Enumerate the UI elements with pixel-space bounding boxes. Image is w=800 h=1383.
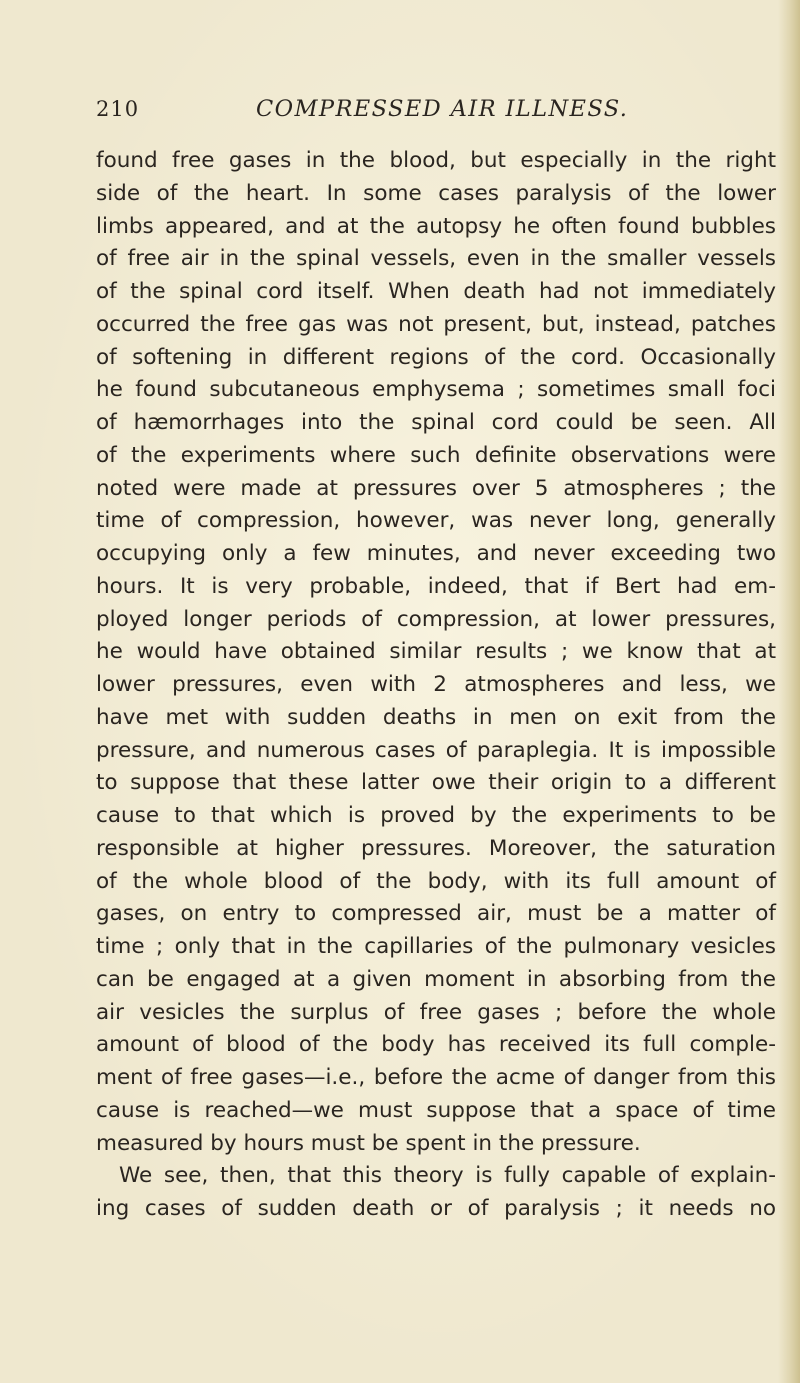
running-head (96, 97, 776, 131)
text-line: can be engaged at a given moment in absorbing from the (96, 966, 776, 992)
text-line: ing cases of sudden death or of paralysis ; it needs no (96, 1196, 776, 1221)
text-line: limbs appeared, and at the autopsy he often found bubbles (96, 213, 776, 239)
text-line: occurred the free gas was not present, but, instead, patches (96, 311, 776, 337)
text-line: of the spinal cord itself. When death had not immediately (96, 279, 776, 304)
text-line: of hæmorrhages into the spinal cord could be seen. All (96, 410, 776, 435)
text-line: noted were made at pressures over 5 atmospheres ; the (96, 475, 776, 501)
text-line: of the whole blood of the body, with its full amount of (96, 868, 776, 894)
text-line: found free gases in the blood, but especially in the right (96, 148, 776, 173)
text-line: ployed longer periods of compression, at lower pressures, (96, 606, 776, 632)
text-line: side of the heart. In some cases paralysis of the lower (96, 180, 776, 206)
page-edge-shadow (778, 0, 800, 1383)
text-line: time of compression, however, was never long, generally (96, 508, 776, 534)
text-line: We see, then, that this theory is fully capable of explain- (119, 1163, 776, 1189)
text-line: ment of free gases—i.e., before the acme of danger from this (96, 1065, 776, 1090)
text-line: of the experiments where such definite observations were (96, 442, 776, 468)
text-line: air vesicles the surplus of free gases ; before the whole (96, 999, 776, 1025)
text-line: pressure, and numerous cases of paraplegia. It is impossible (96, 737, 776, 763)
text-line: he would have obtained similar results ; we know that at (96, 639, 776, 665)
text-line: cause to that which is proved by the experiments to be (96, 803, 776, 828)
page-number: 210 (96, 97, 140, 121)
body-text (96, 145, 776, 1226)
text-line: of free air in the spinal vessels, even in the smaller vessels (96, 246, 776, 272)
running-title: COMPRESSED AIR ILLNESS. (256, 96, 629, 122)
text-line: cause is reached—we must suppose that a space of time (96, 1097, 776, 1123)
text-line: responsible at higher pressures. Moreover, the saturation (96, 835, 776, 861)
text-line: occupying only a few minutes, and never exceeding two (96, 541, 776, 566)
text-line: hours. It is very probable, indeed, that if Bert had em- (96, 573, 776, 599)
text-line: amount of blood of the body has received its full comple- (96, 1032, 776, 1058)
text-line: of softening in different regions of the cord. Occasionally (96, 344, 776, 370)
text-line: measured by hours must be spent in the pressure. (96, 1130, 641, 1156)
text-line: time ; only that in the capillaries of the pulmonary vesicles (96, 934, 776, 959)
text-line: gases, on entry to compressed air, must be a matter of (96, 901, 776, 927)
text-line: he found subcutaneous emphysema ; sometimes small foci (96, 377, 776, 403)
text-line: have met with sudden deaths in men on exit from the (96, 704, 776, 730)
text-line: to suppose that these latter owe their origin to a different (96, 770, 776, 796)
text-line: lower pressures, even with 2 atmospheres and less, we (96, 672, 776, 697)
